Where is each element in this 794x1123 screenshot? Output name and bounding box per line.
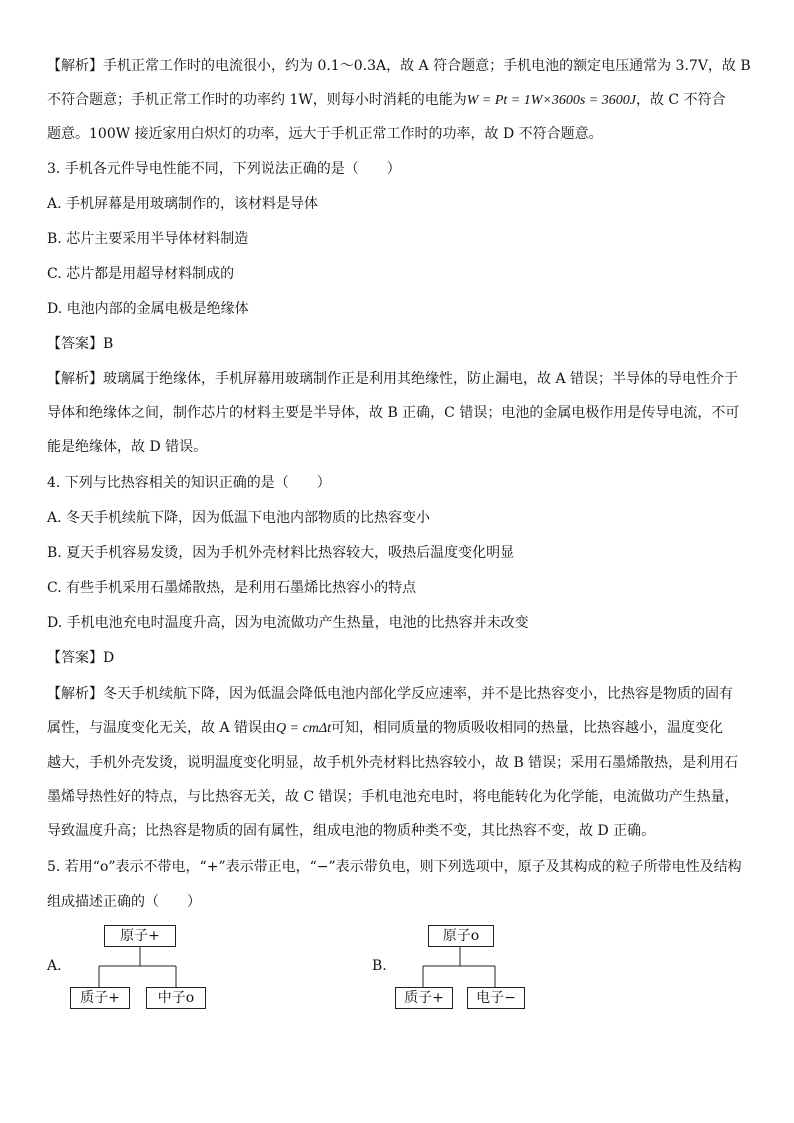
q5-stem-line-2: 组成描述正确的（ ） [47, 894, 201, 910]
heat-formula: Q = cmΔt [276, 721, 332, 736]
q2-analysis-text-end: ，故 C 不符合 [635, 92, 726, 108]
option-a-neutron-box: 中子o [146, 987, 206, 1009]
option-b-electron-box: 电子− [467, 987, 525, 1009]
q3-option-a: A. 手机屏幕是用玻璃制作的，该材料是导体 [47, 196, 319, 212]
q5-stem-line-1: 5. 若用“o”表示不带电，“+”表示带正电，“−”表示带负电，则下列选项中，原子及其构成的粒子所带电性及结构 [47, 859, 742, 875]
option-a-proton-box: 质子+ [70, 987, 130, 1009]
option-a-atom-box: 原子+ [104, 925, 176, 947]
q3-stem: 3. 手机各元件导电性能不同，下列说法正确的是（ ） [47, 161, 401, 177]
q5-option-b-label: B. [372, 958, 387, 974]
q3-analysis-line-2: 导体和绝缘体之间，制作芯片的材料主要是半导体，故 B 正确，C 错误；电池的金属电极作用是传导电流，不可 [47, 405, 740, 421]
q2-analysis-line-1: 【解析】手机正常工作时的电流很小，约为 0.1～0.3A，故 A 符合题意；手机电池的额定电压通常为 3.7V，故 B [47, 58, 751, 74]
q4-analysis-line-3: 越大，手机外壳发烫，说明温度变化明显，故手机外壳材料比热容较小，故 B 错误；采用石墨烯散热，是利用石 [47, 755, 739, 771]
q5-option-a-label: A. [47, 958, 62, 974]
q2-analysis-text: 不符合题意；手机正常工作时的功率约 1W，则每小时消耗的电能为 [47, 92, 467, 108]
q4-option-c: C. 有些手机采用石墨烯散热，是利用石墨烯比热容小的特点 [47, 580, 417, 596]
q3-option-c: C. 芯片都是用超导材料制成的 [47, 266, 235, 282]
q3-answer: 【答案】B [47, 336, 114, 352]
q3-analysis-line-1: 【解析】玻璃属于绝缘体，手机屏幕用玻璃制作正是利用其绝缘性，防止漏电，故 A 错误；半导体的导电性介于 [47, 371, 739, 387]
q4-analysis-text-end: 可知，相同质量的物质吸收相同的热量，比热容越小，温度变化 [331, 720, 724, 736]
q4-answer: 【答案】D [47, 650, 115, 666]
option-b-atom-box: 原子o [428, 925, 494, 947]
q3-analysis-line-3: 能是绝缘体，故 D 错误。 [47, 439, 208, 455]
q4-option-a: A. 冬天手机续航下降，因为低温下电池内部物质的比热容变小 [47, 510, 431, 526]
q4-analysis-line-1: 【解析】冬天手机续航下降，因为低温会降低电池内部化学反应速率，并不是比热容变小，比热容是物质的固有 [47, 686, 733, 702]
q3-option-b: B. 芯片主要采用半导体材料制造 [47, 231, 249, 247]
option-b-proton-box: 质子+ [395, 987, 453, 1009]
q2-analysis-line-3: 题意。100W 接近家用白炽灯的功率，远大于手机正常工作时的功率，故 D 不符合题意。 [47, 126, 603, 142]
q4-analysis-text: 属性，与温度变化无关，故 A 错误由 [47, 720, 277, 736]
q4-option-b: B. 夏天手机容易发烫，因为手机外壳材料比热容较大，吸热后温度变化明显 [47, 545, 515, 561]
q4-analysis-line-4: 墨烯导热性好的特点，与比热容无关，故 C 错误；手机电池充电时，将电能转化为化学能，电流做功产生热量， [47, 789, 739, 805]
energy-formula: W = Pt = 1W×3600s = 3600J [466, 93, 636, 108]
q4-stem: 4. 下列与比热容相关的知识正确的是（ ） [47, 475, 331, 491]
q4-option-d: D. 手机电池充电时温度升高，因为电流做功产生热量，电池的比热容并未改变 [47, 615, 529, 631]
q3-option-d: D. 电池内部的金属电极是绝缘体 [47, 301, 249, 317]
q4-analysis-line-5: 导致温度升高；比热容是物质的固有属性，组成电池的物质种类不变，其比热容不变，故 D 正确。 [47, 823, 656, 839]
